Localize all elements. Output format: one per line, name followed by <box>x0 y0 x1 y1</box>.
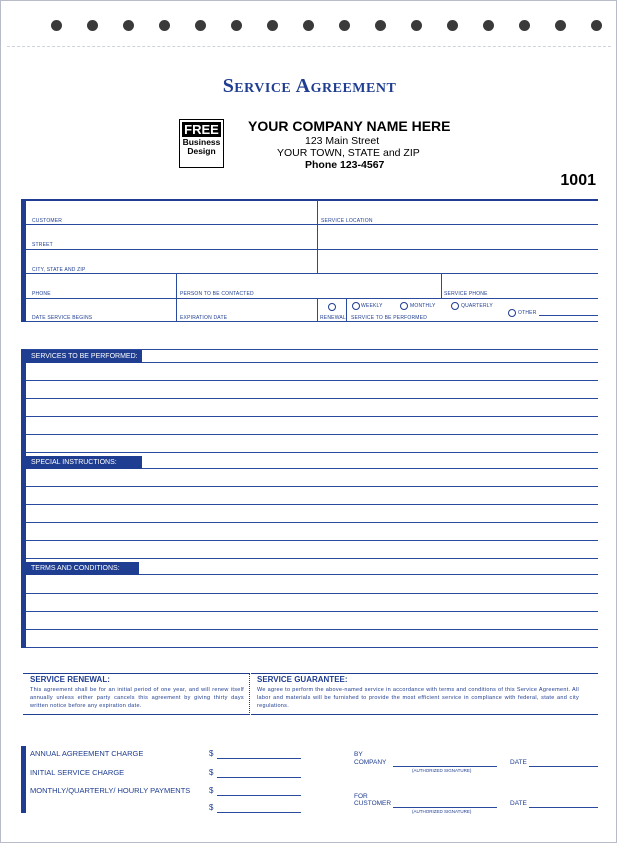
other-label: OTHER <box>518 310 537 316</box>
date-service-begins-field-label: DATE SERVICE BEGINS <box>32 315 93 321</box>
city-state-zip-field-label: CITY, STATE AND ZIP <box>32 267 86 273</box>
company-phone: Phone 123-4567 <box>305 159 385 171</box>
company-city: YOUR TOWN, STATE and ZIP <box>277 147 420 159</box>
company-date-label: DATE <box>510 759 527 766</box>
feed-hole <box>87 20 98 31</box>
grid-divider <box>176 274 177 322</box>
payments-bar <box>21 746 26 813</box>
services-line <box>26 416 598 417</box>
feed-hole <box>411 20 422 31</box>
weekly-label: WEEKLY <box>361 303 383 309</box>
recurring-payments-line[interactable] <box>217 795 301 796</box>
services-line <box>26 452 598 453</box>
info-grid-bar <box>21 200 26 322</box>
special-line <box>26 486 598 487</box>
customer-signature-line[interactable] <box>393 807 497 808</box>
initial-charge-currency: $ <box>209 768 214 777</box>
feed-hole <box>51 20 62 31</box>
recurring-payments-currency: $ <box>209 786 214 795</box>
company-name: YOUR COMPANY NAME HERE <box>248 118 451 134</box>
service-location-field-label: SERVICE LOCATION <box>321 218 373 224</box>
recurring-payments-currency-2: $ <box>209 803 214 812</box>
company-signature-line[interactable] <box>393 766 497 767</box>
services-line <box>26 398 598 399</box>
info-grid-top-rule <box>21 199 598 201</box>
annual-charge-currency: $ <box>209 749 214 758</box>
service-renewal-text: This agreement shall be for an initial period of one year, and will renew itself annually unless either party cancels this agreement by giving thirty days written notice before any expiration date. <box>30 687 244 709</box>
feed-hole <box>123 20 134 31</box>
company-date-line[interactable] <box>529 766 598 767</box>
service-guarantee-text: We agree to perform the above-named service in accordance with terms and conditions of this Service Agreement. All labor and materials will be furnished to provide the most efficient service in compliance with federal, state and city regulations. <box>257 687 579 709</box>
terms-section-header: TERMS AND CONDITIONS: <box>26 562 139 575</box>
monthly-radio[interactable] <box>400 302 408 310</box>
expiration-date-field-label: EXPIRATION DATE <box>180 315 228 321</box>
customer-signature-label: CUSTOMER <box>354 800 392 807</box>
recurring-payments-label: MONTHLY/QUARTERLY/ HOURLY PAYMENTS <box>30 786 191 795</box>
grid-row-line <box>26 273 598 274</box>
other-radio[interactable] <box>508 309 516 317</box>
terms-line <box>26 629 598 630</box>
grid-divider <box>346 298 347 322</box>
for-label: FOR <box>354 793 368 800</box>
grid-divider <box>317 200 318 274</box>
special-line <box>26 558 598 559</box>
services-line <box>26 380 598 381</box>
grid-row-line <box>26 298 598 299</box>
annual-charge-line[interactable] <box>217 758 301 759</box>
service-phone-field-label: SERVICE PHONE <box>444 291 488 297</box>
sections-bar <box>21 349 26 648</box>
feed-hole <box>303 20 314 31</box>
feed-hole <box>555 20 566 31</box>
services-line <box>142 362 598 363</box>
customer-authorized-signature: (AUTHORIZED SIGNATURE) <box>412 809 472 814</box>
perforation-line <box>7 46 611 47</box>
document-title: Service Agreement <box>222 75 397 97</box>
other-write-in-line <box>539 315 598 316</box>
terms-line <box>26 647 598 648</box>
logo-line-1: FREE <box>182 122 221 137</box>
feed-hole <box>519 20 530 31</box>
feed-hole <box>339 20 350 31</box>
grid-row-line <box>26 224 598 225</box>
street-field-label: STREET <box>32 242 53 248</box>
service-to-be-performed-label: SERVICE TO BE PERFORMED <box>351 315 428 321</box>
company-authorized-signature: (AUTHORIZED SIGNATURE) <box>412 768 472 773</box>
terms-line <box>26 593 598 594</box>
special-line <box>26 540 598 541</box>
service-renewal-title: SERVICE RENEWAL: <box>30 675 110 684</box>
feed-hole <box>483 20 494 31</box>
terms-line <box>139 574 598 575</box>
feed-hole <box>591 20 602 31</box>
feed-hole <box>195 20 206 31</box>
initial-charge-label: INITIAL SERVICE CHARGE <box>30 768 125 777</box>
recurring-payments-line-2[interactable] <box>217 812 301 813</box>
quarterly-label: QUARTERLY <box>461 303 493 309</box>
feed-hole <box>159 20 170 31</box>
customer-date-label: DATE <box>510 800 527 807</box>
terms-line <box>26 611 598 612</box>
special-line <box>26 522 598 523</box>
person-to-contact-field-label: PERSON TO BE CONTACTED <box>180 291 254 297</box>
grid-divider <box>317 298 318 322</box>
monthly-label: MONTHLY <box>410 303 436 309</box>
grid-divider <box>441 274 442 298</box>
business-design-logo <box>179 119 224 168</box>
services-section-header: SERVICES TO BE PERFORMED: <box>26 350 142 363</box>
grid-row-line <box>26 249 598 250</box>
special-line <box>142 468 598 469</box>
feed-hole <box>375 20 386 31</box>
logo-line-2: Business <box>182 137 221 147</box>
weekly-radio[interactable] <box>352 302 360 310</box>
phone-field-label: PHONE <box>32 291 51 297</box>
by-label: BY <box>354 751 363 758</box>
service-guarantee-title: SERVICE GUARANTEE: <box>257 675 348 684</box>
renewal-label: RENEWAL <box>320 315 346 321</box>
feed-hole <box>231 20 242 31</box>
company-street: 123 Main Street <box>305 135 380 147</box>
customer-field-label: CUSTOMER <box>32 218 63 224</box>
services-line <box>26 434 598 435</box>
company-signature-label: COMPANY <box>354 759 387 766</box>
feed-hole <box>447 20 458 31</box>
annual-charge-label: ANNUAL AGREEMENT CHARGE <box>30 749 144 758</box>
special-instructions-section-header: SPECIAL INSTRUCTIONS: <box>26 456 142 469</box>
special-line <box>26 504 598 505</box>
grid-row-line <box>26 321 598 322</box>
feed-hole <box>267 20 278 31</box>
initial-charge-line[interactable] <box>217 777 301 778</box>
renewal-radio[interactable] <box>328 303 336 311</box>
customer-date-line[interactable] <box>529 807 598 808</box>
document-number: 1001 <box>560 172 596 189</box>
logo-line-3: Design <box>187 146 216 156</box>
quarterly-radio[interactable] <box>451 302 459 310</box>
